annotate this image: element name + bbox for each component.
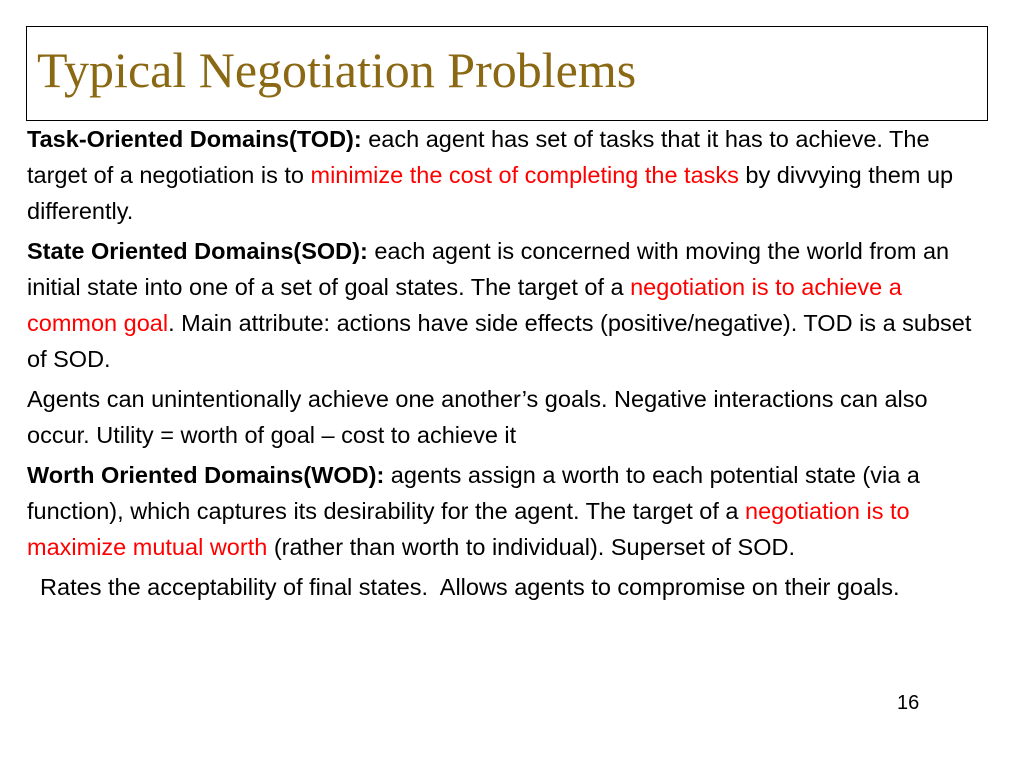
paragraph-wod-text-before: agents assign a worth to each potential state (via a function), which captures its desirability for the agent. The target of a: [27, 462, 920, 524]
term-sod: State Oriented Domains(SOD):: [27, 238, 368, 264]
paragraph-sod-highlight: negotiation is to achieve a common goal: [27, 274, 902, 336]
paragraph-tod-text-after: by divvying them up differently.: [27, 162, 954, 224]
title-box: [26, 26, 988, 121]
paragraph-sod-text-before: each agent is concerned with moving the world from an initial state into one of a set of goal states. The target of a: [27, 238, 950, 300]
paragraph-sod-text-after: . Main attribute: actions have side effects (positive/negative). TOD is a subset of SOD.: [27, 310, 972, 372]
paragraph-wod: [27, 457, 987, 565]
paragraph-wod-text-after: (rather than worth to individual). Superset of SOD.: [267, 534, 795, 560]
paragraph-tod: [27, 121, 987, 229]
slide-title: Typical Negotiation Problems: [37, 42, 637, 98]
paragraph-rates-text: Rates the acceptability of final states. Allows agents to compromise on their goals.: [27, 574, 900, 600]
paragraph-tod-highlight: minimize the cost of completing the tasks: [310, 162, 739, 188]
term-tod: Task-Oriented Domains(TOD):: [27, 126, 362, 152]
slide-number: 16: [897, 692, 920, 714]
slide-body: [27, 121, 987, 609]
paragraph-sod: [27, 233, 987, 377]
paragraph-agents: Agents can unintentionally achieve one another’s goals. Negative interactions can also occur. Utility = worth of goal – cost to achieve it: [27, 386, 928, 448]
paragraph-wod-highlight: negotiation is to maximize mutual worth: [27, 498, 910, 560]
term-wod: Worth Oriented Domains(WOD):: [27, 462, 385, 488]
paragraph-tod-text-before: each agent has set of tasks that it has to achieve. The target of a negotiation is to: [27, 126, 930, 188]
paragraph-rates: [27, 569, 987, 605]
